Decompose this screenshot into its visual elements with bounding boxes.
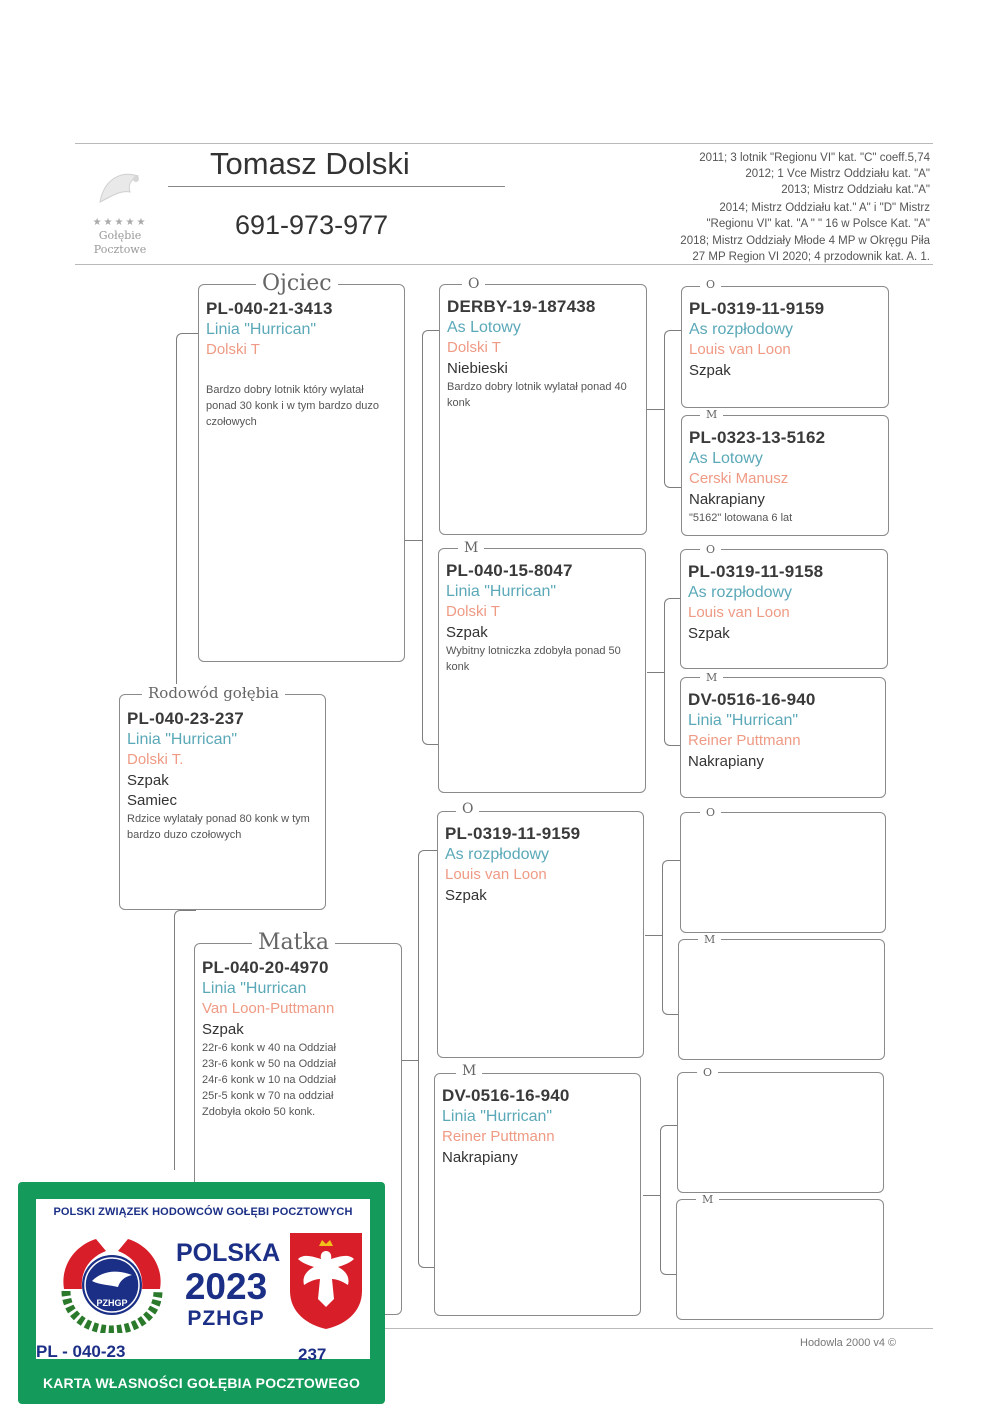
plumage-color: Szpak (127, 772, 169, 789)
ring-number: DV-0516-16-940 (688, 690, 816, 709)
mfm-m-label: M (698, 933, 721, 946)
father-box (198, 284, 405, 662)
fmm-m-label: M (700, 671, 723, 684)
plumage-color: Szpak (689, 362, 731, 379)
breeder-name: Louis van Loon (689, 341, 791, 358)
plumage-color: Szpak (445, 887, 487, 904)
card-org: POLSKI ZWIĄZEK HODOWCÓW GOŁĘBI POCZTOWYCH (53, 1206, 353, 1218)
mm-box (434, 1073, 641, 1316)
ring-number: PL-0319-11-9159 (689, 299, 825, 318)
connector-mother-tick (402, 1060, 418, 1061)
achievement-line: 2013; Mistrz Oddziału kat."A" (781, 184, 930, 196)
plumage-color: Nakrapiany (442, 1149, 518, 1166)
header-top-rule (75, 143, 933, 144)
mff-o-label: O (700, 806, 721, 819)
ffm-box (681, 415, 889, 536)
fmf-box (680, 549, 888, 669)
connector-mm-tick (643, 1195, 660, 1196)
note-line: 23r-6 konk w 50 na Oddział (202, 1058, 336, 1070)
line-name: As rozpłodowy (688, 584, 793, 601)
owner-phone: 691-973-977 (235, 210, 389, 240)
connector-subject-mother (174, 910, 196, 1170)
note-line: 25r-5 konk w 70 na oddział (202, 1090, 334, 1102)
emblem-text: PZHGP (96, 1298, 128, 1308)
pzhgp-emblem-icon (56, 1229, 168, 1333)
connector-mf-tick (645, 935, 662, 936)
fmf-o-label: O (700, 543, 721, 556)
pigeon-logo-icon (90, 162, 150, 212)
connector-father-tick (405, 540, 422, 541)
fmm-box (680, 677, 886, 798)
note: Bardzo dobry lotnik który wylatał ponad 30 konk i w tym bardzo duzo czołowych (206, 384, 380, 428)
pedigree-label: Rodowód gołębia (142, 684, 285, 702)
pedigree-subject-box (119, 694, 326, 910)
ring-number: PL-040-20-4970 (202, 958, 329, 977)
breeder-name: Louis van Loon (445, 866, 547, 883)
breeder-name: Reiner Puttmann (442, 1128, 555, 1145)
line-name: Linia "Hurrican" (446, 583, 557, 600)
line-name: Linia "Hurrican" (688, 712, 799, 729)
owner-name: Tomasz Dolski (210, 146, 410, 181)
card-inner (36, 1199, 370, 1359)
ring-number: PL-040-23-237 (127, 709, 244, 728)
achievement-line: 2012; 1 Vce Mistrz Oddziału kat. "A" (745, 168, 930, 180)
fm-box (438, 548, 646, 793)
ffm-m-label: M (700, 408, 723, 421)
note-line: 22r-6 konk w 40 na Oddział (202, 1042, 336, 1054)
card-caption: KARTA WŁASNOŚCI GOŁĘBIA POCZTOWEGO (42, 1375, 361, 1391)
ring-number: DV-0516-16-940 (442, 1086, 570, 1105)
ring-number: PL-0319-11-9158 (688, 562, 824, 581)
fff-box (681, 286, 889, 408)
polish-eagle-icon (286, 1229, 366, 1331)
mm-m-label: M (456, 1063, 482, 1079)
achievement-line: 2018; Mistrz Oddziały Młode 4 MP w Okręgu Piła (680, 235, 930, 247)
ownership-card (18, 1182, 385, 1404)
ring-number: PL-0323-13-5162 (689, 428, 826, 447)
owner-name-underline (168, 186, 505, 187)
ring-number: PL-040-21-3413 (206, 299, 333, 318)
plumage-color: Szpak (688, 625, 730, 642)
line-name: Linia "Hurrican" (206, 321, 317, 338)
card-ring-number: 237 (298, 1345, 327, 1364)
note: "5162" lotowana 6 lat (689, 512, 793, 524)
connector-father-parents (422, 330, 439, 745)
mmf-box-empty (677, 1072, 884, 1193)
card-ring-prefix: PL - 040-23 (36, 1342, 126, 1361)
logo-text-2: Pocztowe (93, 243, 147, 256)
line-name: As rozpłodowy (445, 846, 550, 863)
breeder-name: Dolski T (447, 339, 501, 356)
achievement-line: 2011; 3 lotnik "Regionu VI" kat. "C" coeff.5,74 (699, 152, 930, 164)
breeder-name: Dolski T (206, 341, 260, 358)
mother-label: Matka (252, 931, 335, 955)
ring-number: PL-0319-11-9159 (445, 824, 581, 843)
ff-box (439, 284, 647, 535)
connector-subject-father (176, 333, 198, 695)
line-name: As Lotowy (447, 319, 521, 336)
note: Rdzice wylatały ponad 80 konk w tym bardzo duzo czołowych (127, 813, 310, 841)
breeder-logo (80, 162, 160, 262)
mff-box-empty (680, 812, 886, 933)
card-year: 2023 (184, 1266, 268, 1307)
line-name: As rozpłodowy (689, 321, 794, 338)
logo-stars: ★★★★★ (92, 217, 148, 228)
version-label: Hodowla 2000 v4 © (800, 1337, 897, 1349)
ring-number: PL-040-15-8047 (446, 561, 573, 580)
achievement-line: "Regionu VI" kat. "A " " 16 w Polsce Kat. "A" (706, 218, 930, 230)
fff-o-label: O (700, 278, 721, 291)
breeder-name: Van Loon-Puttmann (202, 1000, 335, 1017)
breeder-name: Dolski T. (127, 751, 184, 768)
mf-o-label: O (456, 801, 479, 817)
plumage-color: Nakrapiany (688, 753, 764, 770)
mmm-box-empty (676, 1199, 884, 1320)
ring-number: DERBY-19-187438 (447, 297, 596, 316)
note-line: 24r-6 konk w 10 na Oddział (202, 1074, 336, 1086)
achievement-line: 27 MP Region VI 2020; 4 przodownik kat. A. 1. (692, 251, 930, 263)
line-name: Linia "Hurrican" (442, 1108, 553, 1125)
mf-box (437, 811, 644, 1058)
connector-fm-tick (647, 672, 664, 673)
plumage-color: Szpak (202, 1021, 244, 1038)
footer-rule (380, 1328, 933, 1329)
connector-ff-tick (647, 409, 664, 410)
card-country: POLSKA (176, 1239, 281, 1267)
achievement-line: 2014; Mistrz Oddziału kat." A" i "D" Mistrz (719, 202, 930, 214)
breeder-name: Dolski T (446, 603, 500, 620)
mmm-m-label: M (696, 1193, 719, 1206)
card-abbr: PZHGP (187, 1307, 265, 1330)
line-name: Linia "Hurrican" (127, 731, 238, 748)
note: Bardzo dobry lotnik wylatał ponad 40 konk (447, 381, 627, 409)
line-name: As Lotowy (689, 450, 763, 467)
plumage-color: Szpak (446, 624, 488, 641)
note: Wybitny lotniczka zdobyła ponad 50 konk (446, 645, 621, 673)
fm-m-label: M (458, 540, 484, 556)
sex: Samiec (127, 792, 178, 809)
breeder-name: Cerski Manusz (689, 470, 789, 487)
logo-text-1: Gołębie (98, 229, 142, 242)
father-label: Ojciec (256, 272, 338, 296)
mfm-box-empty (678, 939, 885, 1060)
note-line: Zdobyła około 50 konk. (202, 1106, 316, 1118)
ff-o-label: O (462, 276, 485, 292)
connector-ff-parents (664, 330, 682, 488)
plumage-color: Niebieski (447, 360, 508, 377)
mmf-o-label: O (697, 1066, 718, 1079)
line-name: Linia "Hurrican (202, 980, 307, 997)
plumage-color: Nakrapiany (689, 491, 765, 508)
breeder-name: Louis van Loon (688, 604, 790, 621)
breeder-name: Reiner Puttmann (688, 732, 801, 749)
